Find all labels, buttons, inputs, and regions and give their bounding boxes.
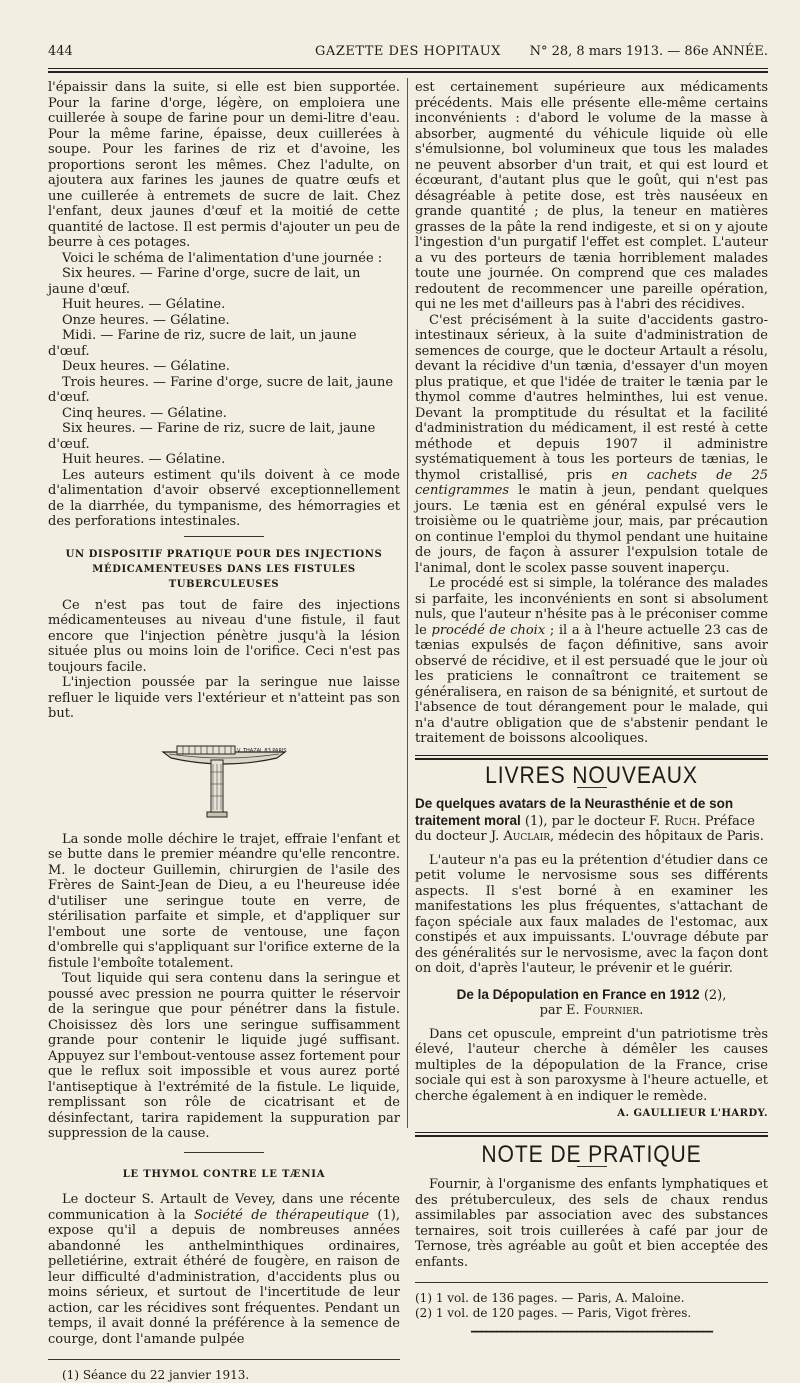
footnote-rule — [415, 1282, 768, 1283]
text-run: Le procédé est si simple, la tolérance des malades si parfaite, les inconvénients en sont si absolument nuls, que l'auteur n'hésite pas à le préconiser comme le — [415, 576, 768, 638]
left-column — [48, 80, 400, 1383]
paragraph — [48, 1192, 400, 1347]
schema-line: Cinq heures. — Gélatine. — [62, 405, 227, 421]
text-run: (1), expose qu'il a depuis de nombreuses années abandonné les anthelminthiques ordinaires, pelletiérine, extrait éthéré de fougère, en raison de leur difficulté d'administration, d'accidents plus ou moins sérieux, et surtout de l'incertitude de leur action, car les récidives sont fréquentes. Pendant un temps, il avait donné la préférence à la semence de courge, dont l'amande pulpée — [48, 1207, 400, 1347]
italic-run: procédé de choix — [431, 622, 546, 638]
italic-run: Société de thérapeutique — [194, 1207, 370, 1223]
footnote: (1) Séance du 22 janvier 1913. — [62, 1368, 250, 1382]
section-rule — [184, 1152, 264, 1153]
issue-info: N° 28, 8 mars 1913. — 86e ANNÉE. — [529, 44, 768, 59]
schema-line: Huit heures. — Gélatine. — [62, 297, 226, 312]
signature: A. GAULLIEUR L'HARDY. — [617, 1108, 768, 1119]
text-run: (2), — [699, 987, 727, 1003]
book-entry-1 — [415, 796, 768, 845]
book-entry-2: De la Dépopulation en France en 1912 (2), par E. Fournier. — [456, 986, 727, 1018]
syringe-figure — [159, 736, 289, 820]
text-run: . Préface du docteur J. — [415, 813, 755, 844]
footnote: (2) 1 vol. de 120 pages. — Paris, Vigot frères. — [415, 1306, 692, 1320]
header-rule — [48, 68, 768, 69]
italic-run: en cachets de 25 centigrammes — [415, 467, 768, 498]
section-title-livres: LIVRES NOUVEAUX — [485, 761, 698, 789]
paragraph: La sonde molle déchire le trajet, effraie l'enfant et se butte dans le premier méandre qu'elle rencontre. M. le docteur Guillemin, chirurgien de l'asile des Frères de Saint-Jean de Dieu, a eu l'heureuse idée d'utiliser une seringue toute en verre, de stérilisation parfaite et simple, et d'appliquer sur l'embout une sorte de ventouse, une façon d'ombrelle qui s'appliquant sur l'orifice externe de la fistule l'emboîte totalement. — [48, 831, 400, 971]
text-run: , médecin des hôpitaux de Paris. — [550, 829, 764, 844]
schema-line: Midi. — Farine de riz, sucre de lait, un jaune d'œuf. — [48, 328, 357, 359]
double-rule — [415, 755, 768, 760]
schema-line: Trois heures. — Farine d'orge, sucre de lait, jaune d'œuf. — [48, 374, 394, 405]
text-run: par E. — [539, 1003, 584, 1018]
schema-line: Six heures. — Farine d'orge, sucre de lait, un jaune d'œuf. — [48, 266, 361, 297]
author-name: Fournier — [583, 1003, 640, 1018]
schema-line: Deux heures. — Gélatine. — [62, 359, 230, 374]
paragraph: Tout liquide qui sera contenu dans la seringue et poussé avec pression ne pourra quitter le réservoir de la seringue que pour pénétrer dans la fistule. Choisissez dès lors une seringue suffisamment grande pour contenir le liquide jugé suffisant. Appuyez sur l'embout-ventouse assez fortement pour que le reflux soit impossible et vous aurez porté l'antiseptique à l'extrémité de la fistule. Le liquide, remplissant son rôle de cicatrisant et de désinfectant, tarira rapidement la suppuration par suppression de la cause. — [48, 971, 400, 1141]
journal-title: GAZETTE DES HOPITAUX — [315, 44, 501, 59]
running-header — [48, 44, 768, 62]
schema-line: Onze heures. — Gélatine. — [62, 312, 230, 328]
book-title: De la Dépopulation en France en 1912 — [456, 986, 700, 1002]
text-run: le matin à jeun, pendant quelques jours. Le tænia est en général expulsé vers le troisième ou le quatrième jour, mais, par précaution on continue l'emploi du thymol pendant une huitaine de jours, de façon à assurer l'expulsion totale de l'animal, dont le scolex passe souvent inaperçu. — [415, 483, 768, 576]
paragraph: Fournir, à l'organisme des enfants lymphatiques et des prétuberculeux, des sels de chaux rendus assimilables par association avec des substances ternaires, soit trois cuillerées à café par jour de Ternose, très agréable au goût et bien acceptée des enfants. — [415, 1177, 768, 1270]
section-rule — [184, 536, 264, 537]
paragraph — [415, 313, 768, 577]
text-run: ; il a à l'heure actuelle 23 cas de tænias expulsés de façon définitive, sans avoir observé de récidive, et il est persuadé que le jour où les praticiens le connaîtront ce traitement se généralisera, en raison de sa bénignité, et surtout de l'absence de tout dérangement pour le malade, qui n'a d'autre obligation que de s'abstenir pendant le traitement de boissons alcooliques. — [415, 622, 769, 746]
text-run: C'est précisément à la suite d'accidents gastro-intestinaux sérieux, à la suite d'administration de semences de courge, que le docteur Artault a résolu, devant la récidive d'un tænia, d'essayer d'un moyen plus pratique, et que l'idée de traiter le tænia par le thymol comme d'autres helminthes, lui est venue. Devant la promptitude du résultat et la facilité d'administration du médicament, il est resté à cette méthode et depuis 1907 il administre systématiquement à tous les porteurs de tænias, le thymol cristallisé, pris — [415, 312, 768, 483]
paragraph: Ce n'est pas tout de faire des injections médicamenteuses au niveau d'une fistule, il faut encore que l'injection pénètre jusqu'à la lésion située plus ou moins loin de l'orifice. Ceci n'est pas toujours facile. — [48, 597, 400, 675]
schema-line: Huit heures. — Gélatine. — [62, 452, 226, 467]
section-title-note: NOTE DE PRATIQUE — [481, 1140, 702, 1168]
section-title-injections: UN DISPOSITIF PRATIQUE POUR DES INJECTIONS MÉDICAMENTEUSES DANS LES FISTULES TUBERCULEUSES — [65, 548, 383, 590]
footnote-rule — [48, 1359, 400, 1360]
author-name: Ruch — [664, 813, 697, 829]
paragraph: L'injection poussée par la seringue nue laisse refluer le liquide vers l'extérieur et n'atteint pas son but. — [48, 675, 400, 721]
text-run: (1), par le docteur F. — [520, 813, 665, 829]
footnote: (1) 1 vol. de 136 pages. — Paris, A. Maloine. — [415, 1291, 685, 1305]
column-separator — [407, 78, 408, 1128]
end-ornament: ━━━━━━━━━━━━━━━━━━━━━━━━━━━━━━━━━━━━━━━━━━━━━━━━ — [471, 1327, 712, 1338]
paragraph: Les auteurs estiment qu'ils doivent à ce mode d'alimentation d'avoir observé exceptionnellement de la diarrhée, du tympanisme, des hémorragies et des perforations intestinales. — [48, 467, 400, 529]
paragraph: l'épaissir dans la suite, si elle est bien supportée. Pour la farine d'orge, légère, on emploiera une cuillerée à soupe de farine pour un demi-litre d'eau. Pour la même farine, épaisse, deux cuillerées à soupe. Pour les farines de riz et d'avoine, les proportions seront les mêmes. Chez l'adulte, on ajoutera aux farines les jaunes de quatre œufs et une cuillerée à entremets de sucre de lait. Chez l'enfant, deux jaunes d'œuf et la moitié de cette quantité de lactose. Il est permis d'ajouter un peu de beurre à ces potages. — [48, 80, 400, 250]
text-run: Le docteur S. Artault de Vevey, dans une récente communication à la — [48, 1192, 400, 1223]
paragraph: L'auteur n'a pas eu la prétention d'étudier dans ce petit volume le nervosisme sous ses différents aspects. Il s'est borné à en examiner les manifestations les plus fréquentes, s'attachant de façon spéciale aux faux malades de l'estomac, aux constipés et aux impuissants. L'ouvrage débute par des généralités sur le nervosisme, avec la façon dont on doit, d'après l'auteur, le prévenir et le guérir. — [415, 852, 768, 976]
right-column — [415, 80, 768, 1341]
page-number: 444 — [48, 44, 73, 59]
schema-line: Six heures. — Farine de riz, sucre de lait, jaune d'œuf. — [48, 421, 376, 452]
section-title-thymol: LE THYMOL CONTRE LE TÆNIA — [122, 1168, 326, 1180]
schema-list — [48, 251, 400, 468]
header-rule-thick — [48, 71, 768, 73]
figure-maker-mark: V. THAZAL 83 PARIS — [237, 747, 287, 754]
paragraph: est certainement supérieure aux médicaments précédents. Mais elle présente elle-même certains inconvénients : d'abord le volume de la masse à absorber, augmenté du véhicule liquide où elle s'émulsionne, bol volumineux que tous les malades ne peuvent absorber d'un trait, et qui est lourd et écœurant, d'autant plus que le goût, qui n'est pas désagréable à petite dose, est très nauséeux en grande quantité ; de plus, la teneur en matières grasses de la pâte la rend indigeste, et si on y ajoute l'ingestion d'un purgatif l'effet est complet. L'auteur a vu des porteurs de tænia horriblement malades toute une journée. On comprend que ces malades redoutent de recommencer une pareille opération, qui ne les met d'ailleurs pas à l'abri des récidives. — [415, 80, 768, 312]
book-title: De quelques avatars de la Neurasthénie et de son traitement moral — [415, 796, 734, 828]
paragraph: Dans cet opuscule, empreint d'un patriotisme très élevé, l'auteur cherche à démêler les causes multiples de la dépopulation de la France, crise sociale qui est à son paroxysme à l'heure actuelle, et cherche également à en indiquer le remède. — [415, 1026, 768, 1104]
double-rule — [415, 1132, 768, 1137]
author-name: Auclair — [503, 829, 551, 844]
paragraph — [415, 576, 768, 747]
schema-line: Voici le schéma de l'alimentation d'une journée : — [62, 250, 383, 266]
